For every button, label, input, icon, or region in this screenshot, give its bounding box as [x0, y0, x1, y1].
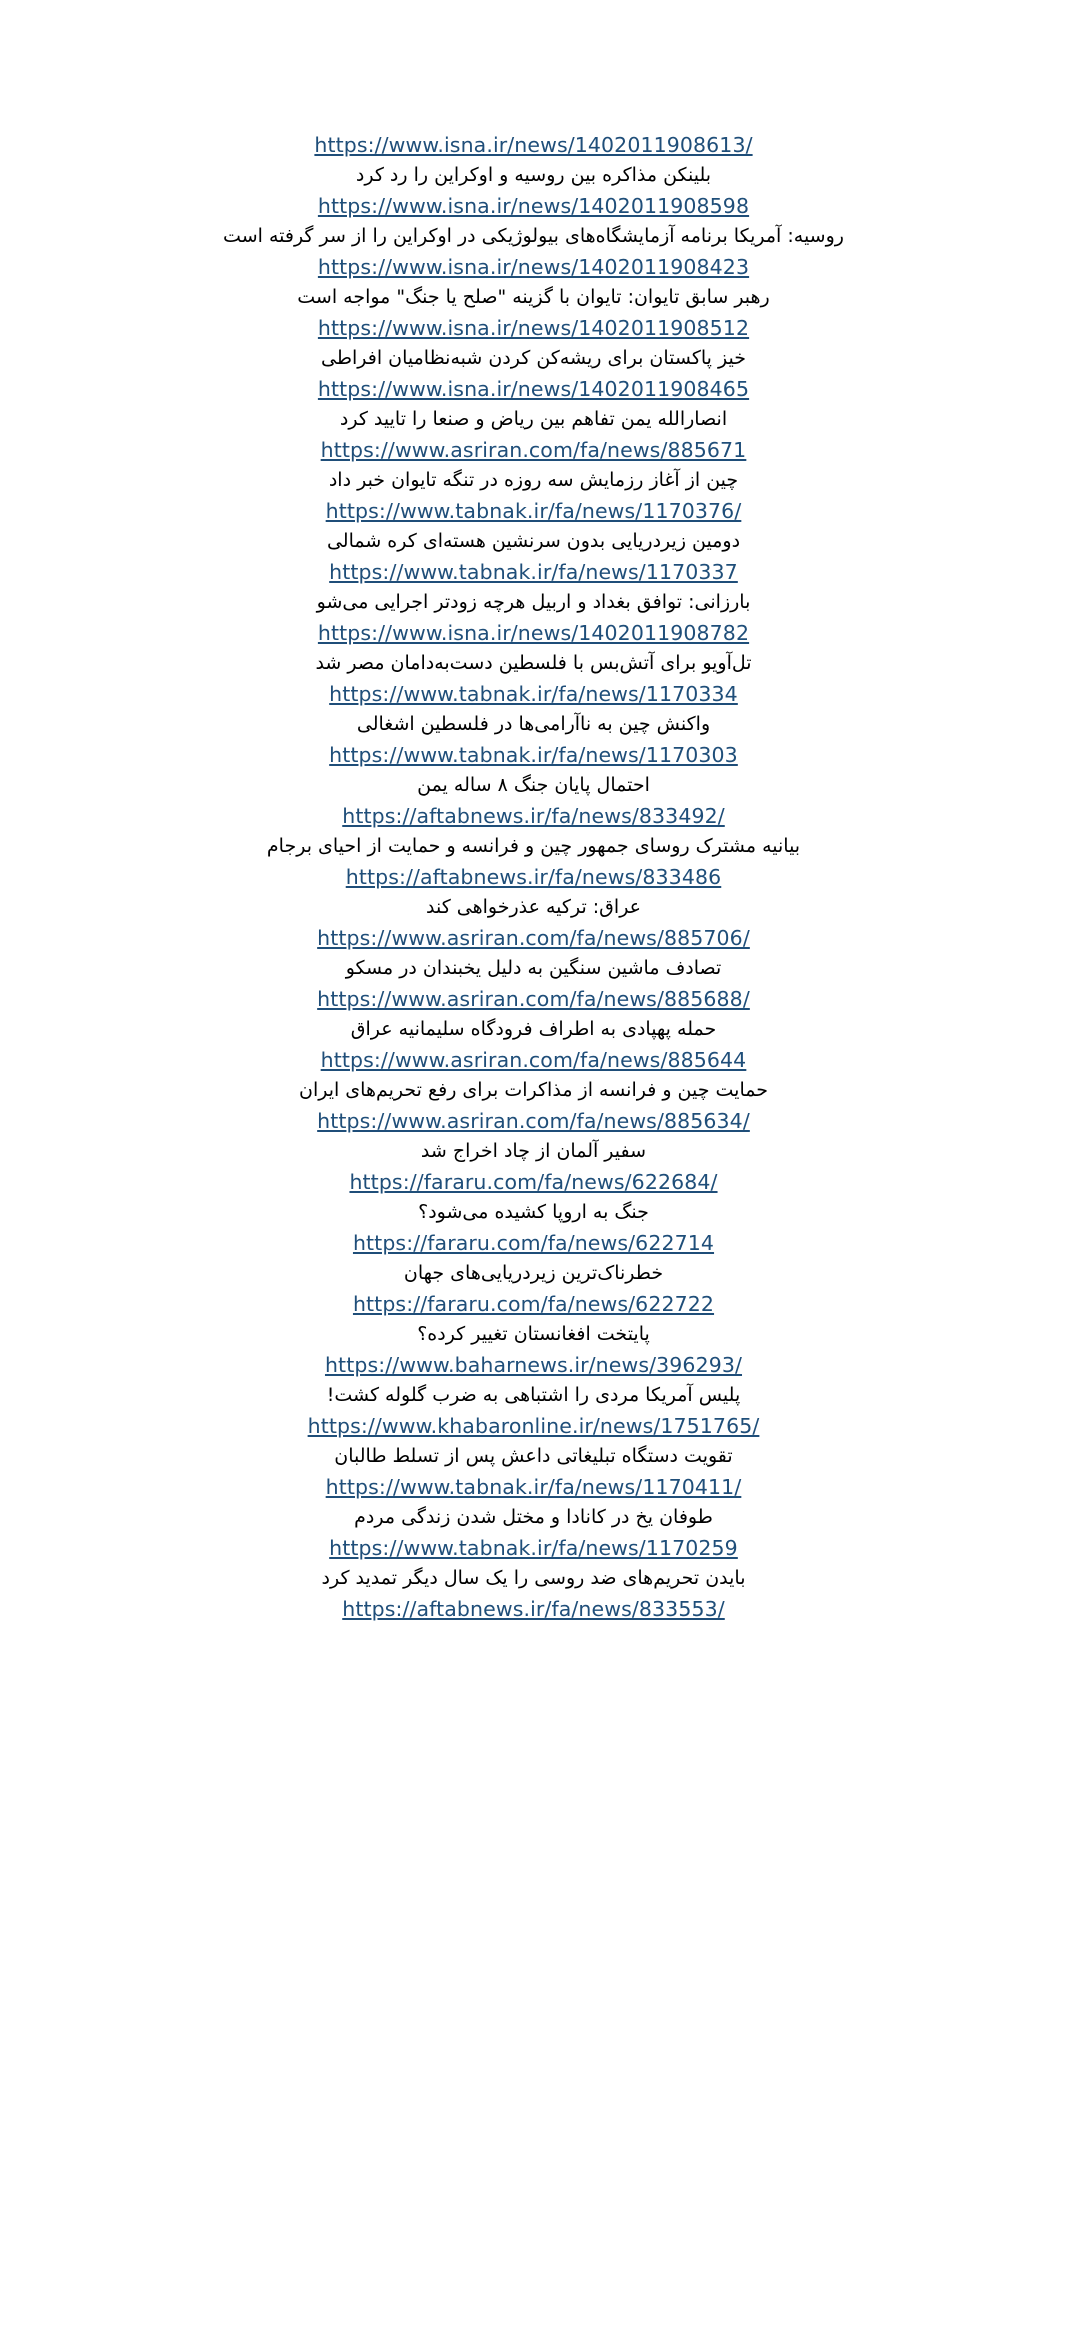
list-item	[100, 313, 967, 374]
news-url-link[interactable]: https://www.asriran.com/fa/news/885688/	[317, 987, 750, 1011]
news-headline: خیز پاکستان برای ریشه‌کن کردن شبه‌نظامیان افراطی	[321, 347, 746, 369]
list-item	[100, 801, 967, 862]
list-item	[100, 984, 967, 1045]
news-url-link[interactable]: https://www.tabnak.ir/fa/news/1170411/	[325, 1475, 742, 1499]
news-url-link[interactable]: https://www.baharnews.ir/news/396293/	[324, 1353, 743, 1377]
news-url-link[interactable]: https://www.tabnak.ir/fa/news/1170334	[329, 682, 738, 706]
list-item	[100, 1533, 967, 1594]
news-url-link[interactable]: https://www.tabnak.ir/fa/news/1170259	[329, 1536, 738, 1560]
news-url-link[interactable]: https://fararu.com/fa/news/622722	[352, 1292, 715, 1316]
news-url-link[interactable]: https://fararu.com/fa/news/622684/	[349, 1170, 718, 1194]
news-headline: واکنش چین به ناآرامی‌ها در فلسطین اشغالی	[356, 713, 711, 735]
list-item	[100, 1106, 967, 1167]
news-url-link[interactable]: https://www.isna.ir/news/1402011908465	[317, 377, 750, 401]
news-url-link[interactable]: https://fararu.com/fa/news/622714	[352, 1231, 715, 1255]
list-item	[100, 923, 967, 984]
list-item	[100, 1411, 967, 1472]
list-item	[100, 1167, 967, 1228]
news-headline: احتمال پایان جنگ ۸ ساله یمن	[417, 774, 650, 796]
news-url-link[interactable]: https://aftabnews.ir/fa/news/833486	[345, 865, 722, 889]
news-url-link[interactable]: https://www.isna.ir/news/1402011908613/	[314, 133, 753, 157]
list-item	[100, 679, 967, 740]
news-url-link[interactable]: https://www.tabnak.ir/fa/news/1170337	[329, 560, 738, 584]
news-headline: رهبر سابق تایوان: تایوان با گزینه "صلح یا جنگ" مواجه است	[297, 286, 770, 308]
news-headline: تصادف ماشین سنگین به دلیل یخبندان در مسکو	[345, 957, 722, 979]
news-headline: طوفان یخ در کانادا و مختل شدن زندگی مردم	[354, 1506, 713, 1528]
news-url-link[interactable]: https://aftabnews.ir/fa/news/833492/	[342, 804, 725, 828]
news-headline: انصارالله یمن تفاهم بین ریاض و صنعا را تایید کرد	[339, 408, 728, 430]
news-headline: بیانیه مشترک روسای جمهور چین و فرانسه و حمایت از احیای برجام	[266, 835, 801, 857]
news-url-link[interactable]: https://www.isna.ir/news/1402011908598	[317, 194, 750, 218]
news-url-link[interactable]: https://www.asriran.com/fa/news/885671	[320, 438, 747, 462]
news-headline: پایتخت افغانستان تغییر کرده؟	[417, 1323, 650, 1345]
news-headline: تقویت دستگاه تبلیغاتی داعش پس از تسلط طالبان	[334, 1445, 733, 1467]
news-url-link[interactable]: https://www.isna.ir/news/1402011908512	[317, 316, 750, 340]
list-item	[100, 1472, 967, 1533]
news-url-link[interactable]: https://www.tabnak.ir/fa/news/1170376/	[325, 499, 742, 523]
news-headline: بایدن تحریم‌های ضد روسی را یک سال دیگر تمدید کرد	[321, 1567, 746, 1589]
news-headline: سفیر آلمان از چاد اخراج شد	[420, 1140, 647, 1162]
list-item	[100, 191, 967, 252]
list-item	[100, 1350, 967, 1411]
news-url-link[interactable]: https://www.asriran.com/fa/news/885644	[320, 1048, 747, 1072]
news-url-link[interactable]: https://www.asriran.com/fa/news/885634/	[317, 1109, 750, 1133]
news-link-list	[100, 130, 967, 1624]
news-headline: حمایت چین و فرانسه از مذاکرات برای رفع تحریم‌های ایران	[298, 1079, 768, 1101]
news-url-link[interactable]: https://aftabnews.ir/fa/news/833553/	[342, 1597, 725, 1621]
list-item	[100, 435, 967, 496]
news-url-link[interactable]: https://www.tabnak.ir/fa/news/1170303	[329, 743, 738, 767]
news-url-link[interactable]: https://www.isna.ir/news/1402011908423	[317, 255, 750, 279]
news-headline: بلینکن مذاکره بین روسیه و اوکراین را رد کرد	[355, 164, 712, 186]
list-item	[100, 130, 967, 191]
news-headline: خطرناک‌ترین زیردریایی‌های جهان	[403, 1262, 664, 1284]
news-headline: روسیه: آمریکا برنامه آزمایشگاه‌های بیولوژیکی در اوکراین را از سر گرفته است	[223, 225, 844, 247]
list-item	[100, 618, 967, 679]
list-item	[100, 740, 967, 801]
list-item	[100, 374, 967, 435]
list-item	[100, 252, 967, 313]
list-item	[100, 557, 967, 618]
list-item	[100, 1228, 967, 1289]
list-item	[100, 1289, 967, 1350]
news-headline: دومین زیردریایی بدون سرنشین هسته‌ای کره شمالی	[326, 530, 741, 552]
news-url-link[interactable]: https://www.khabaronline.ir/news/1751765/	[307, 1414, 760, 1438]
news-headline: عراق: ترکیه عذرخواهی کند	[425, 896, 642, 918]
list-item	[100, 496, 967, 557]
list-item	[100, 862, 967, 923]
news-headline: پلیس آمریکا مردی را اشتباهی به ضرب گلوله کشت!	[326, 1384, 741, 1406]
news-url-link[interactable]: https://www.asriran.com/fa/news/885706/	[317, 926, 750, 950]
news-headline: چین از آغاز رزمایش سه روزه در تنگه تایوان خبر داد	[328, 469, 739, 491]
news-headline: بارزانی: توافق بغداد و اربیل هرچه زودتر اجرایی می‌شو	[316, 591, 751, 613]
news-headline: تل‌آویو برای آتش‌بس با فلسطین دست‌به‌دامان مصر شد	[315, 652, 752, 674]
news-headline: جنگ به اروپا کشیده می‌شود؟	[418, 1201, 649, 1223]
news-url-link[interactable]: https://www.isna.ir/news/1402011908782	[317, 621, 750, 645]
news-headline: حمله پهپادی به اطراف فرودگاه سلیمانیه عراق	[350, 1018, 717, 1040]
list-item	[100, 1045, 967, 1106]
list-item	[100, 1594, 967, 1624]
